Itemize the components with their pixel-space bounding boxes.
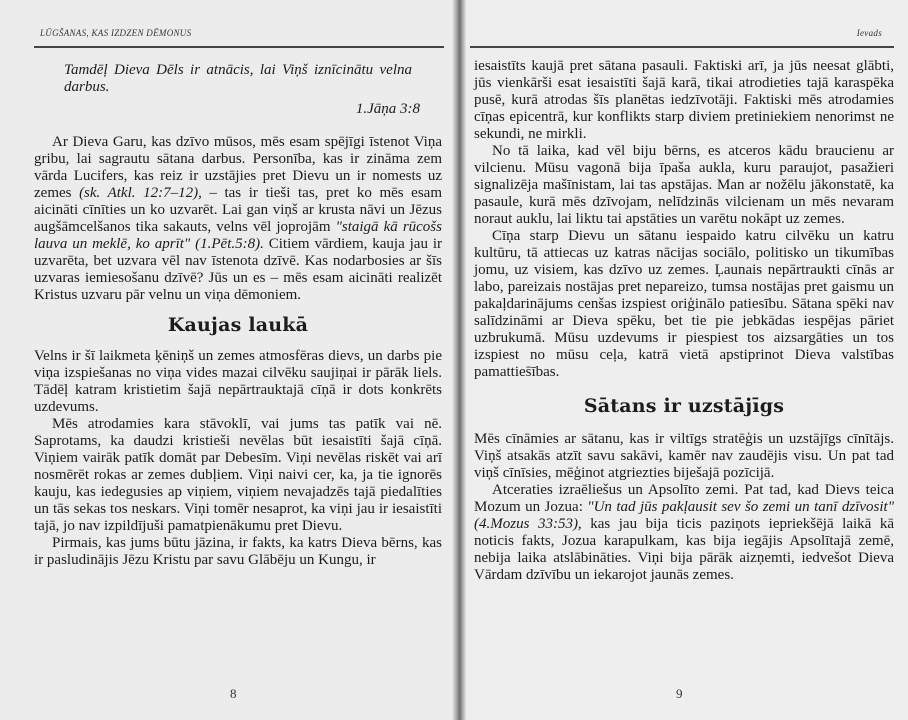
paragraph: Mēs cīnāmies ar sātanu, kas ir viltīgs stratēģis un uzstājīgs cīnītājs. Viņš atsakās atzīt savu sakāvi, kamēr nav zaudējis visu. Un pat tad viņš cīnīsies, mēģinot atgriezties biješajā pozīcijā. (474, 431, 894, 481)
scripture-quote: "Un tad jūs pakļausit sev šo zemi un tanī dzīvosit" (4.Mozus 33:53), (474, 499, 894, 532)
left-page-body (34, 62, 442, 569)
running-head-left: LŪGŠANAS, KAS IZDZEN DĒMONUS (40, 28, 192, 38)
paragraph-text: – tas ir tieši tas, pret ko mēs esam aicināti cīnīties un ko uzvarēt. Lai gan viņš ar krusta nāvi un Jēzus augšāmcelšanos tika sakauts, velns vēl joprojām (34, 185, 443, 235)
section-heading-satans-ir-uzstajigs: Sātans ir uzstājīgs (583, 395, 785, 417)
paragraph (34, 134, 442, 304)
epigraph-reference: 1.Jāņa 3:8 (355, 101, 420, 117)
paragraph: Pirmais, kas jums būtu jāzina, ir fakts, ka katrs Dieva bērns, kas ir pasludinājis Jēzu Kristu par savu Glābēju un Kungu, ir (34, 535, 442, 568)
paragraph-text: kas jau bija ticis paziņots iepriekšējā laikā kā noticis fakts, Jozua karapulkam, kas bija iegājis Apsolītajā zemē, nebija laika atslābināties. Viņi bija pārāk aizņemti, iedvešot Dieva Vārdam dzīvību un iekarojot jaunās zemes. (474, 516, 894, 583)
running-head-right: Ievads (856, 28, 882, 38)
paragraph (474, 482, 894, 584)
paragraph-text: Citiem vārdiem, kauja jau ir uzvarēta, bet uzvara vēl nav īstenota dzīvē. Kas nodarbosies ar šīs uzvaras iemiesošanu dzīvē? Jūs un es – mēs esam aicināti realizēt Kristus uzvaru pār velnu un viņa dēmoniem. (34, 236, 443, 303)
paragraph: iesaistīts kaujā pret sātana pasauli. Faktiski arī, ja jūs neesat glābti, jūs vienkārši esat iesaistīti šajā karā, tikai atrodieties tajā karaspēka pusē, kurā atrodas šīs planētas iedzīvotāji. Faktiski mēs atrodamies cīņas epicentrā, kur konflikts starp diviem pretiniekiem nenorimst ne sekundi, ne mirkli. (474, 58, 894, 142)
paragraph-text: Atceraties izraēliešus un Apsolīto zemi. Pat tad, kad Dievs teica Mozum un Jozua: (474, 482, 894, 515)
page-number-right: 9 (676, 686, 683, 701)
paragraph: Cīņa starp Dievu un sātanu iespaido katru cilvēku un katru kultūru, tā attiecas uz katras nācijas sociālo, politisko un tikumības jomu, uz visiem, kas dzīvo uz zemes. Ļaunais nepārtraukti cīnās ar labo, pareizais nostājas pret nepareizo, tumsa nostājas pret gaismu un pakaļdarinājums cenšas izspiest oriģinālo patiesību. Sātana spēki nav salīdzināmi ar Dieva spēku, bet tie pie jebkādas iespējas pāriet uzbrukumā. Mūsu uzdevums ir piespiest tos aizsargāties un tos izspiest no mūsu ceļa, katrā vietā apstiprinot Dieva valstības pamatties̄ības. (474, 228, 894, 380)
right-page (458, 0, 908, 720)
header-rule-right (470, 46, 894, 48)
epigraph: Tamdēļ Dieva Dēls ir atnācis, lai Viņš iznīcinātu velna darbus. (64, 62, 412, 95)
section-heading-kaujas-lauka: Kaujas laukā (167, 314, 309, 336)
paragraph: No tā laika, kad vēl biju bērns, es atceros kādu braucienu ar vilcienu. Mūsu vagonā bija īpaša aukla, kuru paraujot, pasažieri signalizēja mašīnistam, lai tas apstājas. Man ar nožēlu jākonstatē, ka pasaule, kurā mēs dzīvojam, nelīdzinās vilcienam un mēs nevaram noraut auklu, lai liktu tai apstāties un varētu nokāpt uz zemes. (474, 143, 894, 227)
scripture-reference: (sk. Atkl. 12:7–12), (79, 185, 202, 201)
paragraph-text: Ar Dieva Garu, kas dzīvo mūsos, mēs esam spējīgi īstenot Viņa gribu, lai sagrautu sātana darbus. Personība, kas ir zināma zem vārda Lucifers, kas reiz ir uzstājies pret Dievu un ir nomests uz zemes (34, 134, 442, 201)
scripture-quote: "staigā kā rūcošs lauva un meklē, ko aprīt" (1.Pēt.5:8). (34, 219, 442, 252)
header-rule-left (34, 46, 444, 48)
paragraph: Velns ir šī laikmeta ķēniņš un zemes atmosfēras dievs, un darbs pie viņa izspiešanas no viņa vides mazai cilvēku saujiņai ir pārāk liels. Tādēļ katram kristietim šajā nepārtrauktajā cīņā ir dots konkrēts uzdevums. (34, 348, 442, 415)
paragraph: Mēs atrodamies kara stāvoklī, vai jums tas patīk vai nē. Saprotams, ka daudzi kristieši nevēlas būt iesaistīti šajā cīņā. Viņiem vairāk patīk domāt par Debesīm. Viņi nevēlas riskēt vai arī nosmērēt rokas ar zemes dubļiem. Viņi naivi cer, ka, ja tie ignorēs kauju, kas iedegusies ap viņiem, viņiem nevajadzēs tajā piedalīties un tās sekas tos neskars. Viņi tomēr nesaprot, ka viņi jau ir iesaistīti tajā, jo nav izpildījuši pamatpienākumu pret Dievu. (34, 416, 442, 534)
right-page-body (474, 58, 894, 584)
book-gutter (452, 0, 466, 720)
page-number-left: 8 (230, 686, 237, 701)
